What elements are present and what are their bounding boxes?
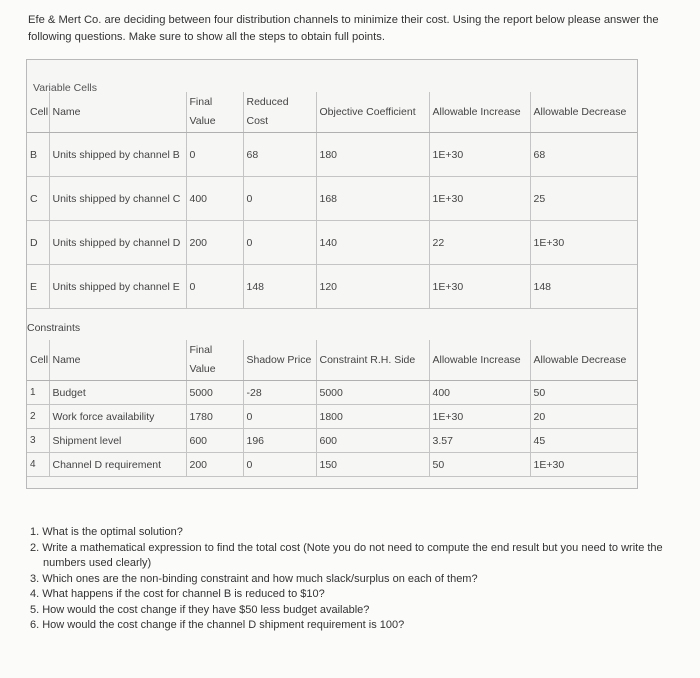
allowable-increase: 50 [429,453,530,477]
cell-name: Units shipped by channel C [49,177,186,221]
header-name: Name [49,340,186,381]
allowable-decrease: 148 [530,265,637,309]
objective-coefficient: 120 [316,265,429,309]
constraint-rhs: 5000 [316,381,429,405]
allowable-decrease: 68 [530,133,637,177]
header-final-value: Final Value [186,92,243,133]
cell-id: 2 [27,405,49,429]
question-item: 6. How would the cost change if the channel D shipment requirement is 100? [30,619,405,631]
final-value: 1780 [186,405,243,429]
final-value: 200 [186,453,243,477]
header-objective-coefficient: Objective Coefficient [316,92,429,133]
cell-name: Units shipped by channel B [49,133,186,177]
table-row [27,133,637,177]
header-final-value: Final Value [186,340,243,381]
allowable-decrease: 1E+30 [530,453,637,477]
final-value: 600 [186,429,243,453]
variable-cells-table [27,92,637,309]
question-item: 1. What is the optimal solution? [30,526,183,538]
reduced-cost: 0 [243,177,316,221]
objective-coefficient: 140 [316,221,429,265]
allowable-increase: 22 [429,221,530,265]
allowable-increase: 1E+30 [429,265,530,309]
cell-id: 1 [27,381,49,405]
table-row [27,265,637,309]
header-constraint-rhs: Constraint R.H. Side [316,340,429,381]
table-row [27,453,637,477]
constraint-name: Budget [49,381,186,405]
header-allowable-increase: Allowable Increase [429,340,530,381]
header-shadow-price: Shadow Price [243,340,316,381]
question-list [30,525,690,634]
final-value: 5000 [186,381,243,405]
table-row [27,429,637,453]
header-allowable-decrease: Allowable Decrease [530,92,637,133]
question-item: 2. Write a mathematical expression to find the total cost (Note you do not need to compute the end result but you need to write the numbers used clearly) [30,541,663,569]
allowable-increase: 3.57 [429,429,530,453]
constraint-name: Work force availability [49,405,186,429]
sensitivity-report [26,59,638,489]
constraints-table [27,340,637,477]
shadow-price: -28 [243,381,316,405]
shadow-price: 196 [243,429,316,453]
allowable-decrease: 1E+30 [530,221,637,265]
constraints-title: Constraints [27,322,81,334]
reduced-cost: 68 [243,133,316,177]
objective-coefficient: 168 [316,177,429,221]
final-value: 0 [186,133,243,177]
reduced-cost: 148 [243,265,316,309]
cell-id: 4 [27,453,49,477]
constraint-name: Channel D requirement [49,453,186,477]
cell-name: Units shipped by channel E [49,265,186,309]
table-header-row [27,340,637,381]
variable-cells-title: Variable Cells [33,82,97,94]
final-value: 0 [186,265,243,309]
allowable-decrease: 20 [530,405,637,429]
allowable-increase: 1E+30 [429,177,530,221]
final-value: 400 [186,177,243,221]
constraint-rhs: 600 [316,429,429,453]
constraint-name: Shipment level [49,429,186,453]
shadow-price: 0 [243,405,316,429]
cell-id: B [27,133,49,177]
table-row [27,177,637,221]
table-row [27,405,637,429]
shadow-price: 0 [243,453,316,477]
table-header-row [27,92,637,133]
cell-id: 3 [27,429,49,453]
allowable-decrease: 50 [530,381,637,405]
allowable-increase: 400 [429,381,530,405]
header-allowable-decrease: Allowable Decrease [530,340,637,381]
problem-intro: Efe & Mert Co. are deciding between four distribution channels to minimize their cost. Using the report below please answer the following questions. Make sure to show all the steps to obtain full points. [28,14,659,43]
question-item: 4. What happens if the cost for channel B is reduced to $10? [30,588,325,600]
constraint-rhs: 1800 [316,405,429,429]
header-cell: Cell [27,92,49,133]
header-reduced-cost: Reduced Cost [243,92,316,133]
table-row [27,221,637,265]
allowable-increase: 1E+30 [429,133,530,177]
cell-id: D [27,221,49,265]
allowable-increase: 1E+30 [429,405,530,429]
allowable-decrease: 25 [530,177,637,221]
table-row [27,381,637,405]
cell-id: C [27,177,49,221]
allowable-decrease: 45 [530,429,637,453]
header-name: Name [49,92,186,133]
header-cell: Cell [27,340,49,381]
cell-id: E [27,265,49,309]
question-item: 3. Which ones are the non-binding constraint and how much slack/surplus on each of them? [30,572,478,585]
objective-coefficient: 180 [316,133,429,177]
header-allowable-increase: Allowable Increase [429,92,530,133]
cell-name: Units shipped by channel D [49,221,186,265]
constraint-rhs: 150 [316,453,429,477]
reduced-cost: 0 [243,221,316,265]
final-value: 200 [186,221,243,265]
question-item: 5. How would the cost change if they have $50 less budget available? [30,603,370,616]
